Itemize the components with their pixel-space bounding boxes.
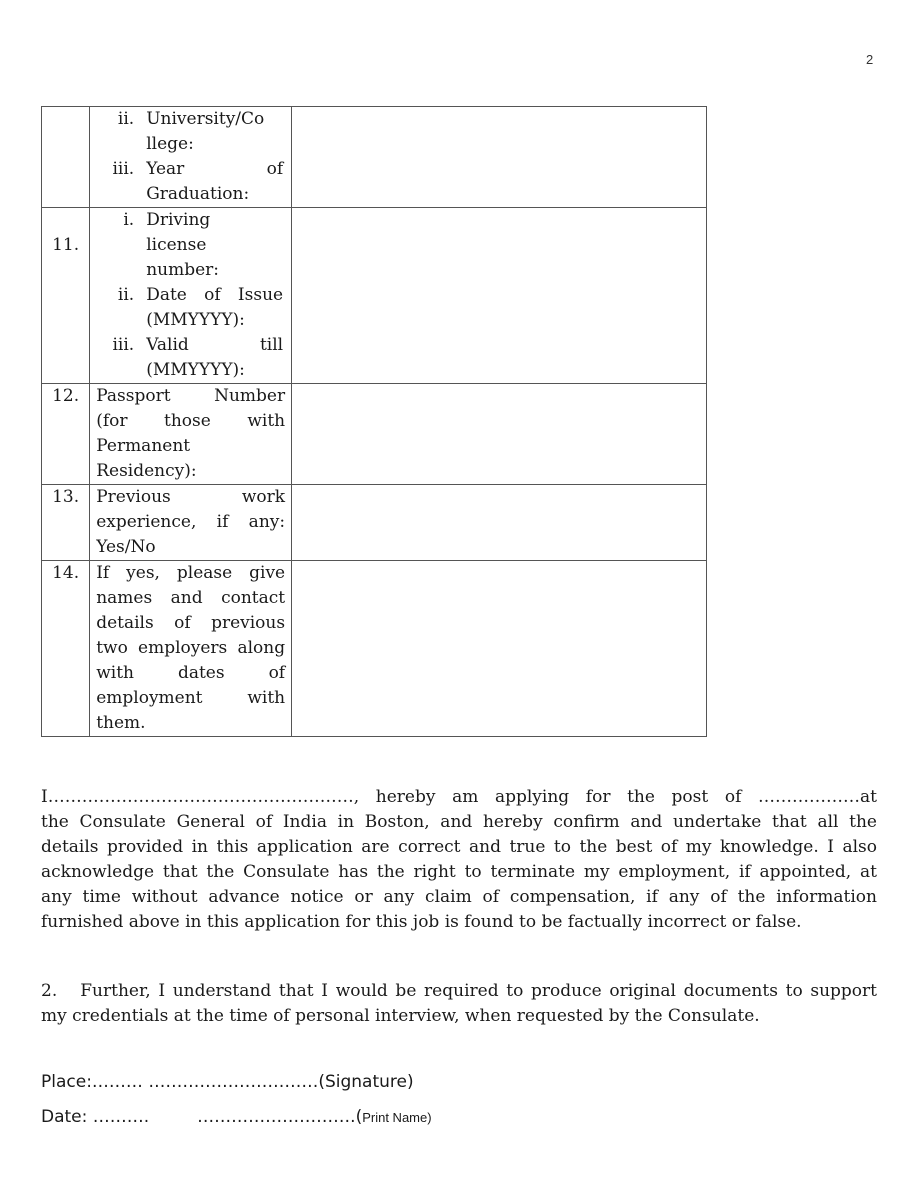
declaration-paragraph bbox=[41, 785, 877, 935]
date-label: Date: ………. bbox=[41, 1107, 150, 1127]
answer-field-passport-number[interactable] bbox=[292, 384, 707, 485]
label-line: names and contact bbox=[96, 588, 286, 608]
row-number: 14. bbox=[52, 563, 80, 583]
declaration-line: details provided in this application are correct and true to the best of my knowledge. I also bbox=[41, 837, 877, 857]
sub-item bbox=[96, 208, 285, 283]
sub-item-number: iii. bbox=[112, 335, 135, 355]
declaration-line: I………………………………………………, hereby am applying for the post of ………………at bbox=[41, 787, 877, 807]
application-form-table bbox=[41, 106, 707, 737]
declaration-line: furnished above in this application for this job is found to be factually incorrect or false. bbox=[41, 912, 802, 932]
sub-item-text bbox=[146, 333, 285, 383]
print-name-label: Print Name) bbox=[362, 1110, 432, 1125]
sub-item-number: i. bbox=[123, 210, 135, 230]
label-line: Yes/No bbox=[96, 537, 156, 557]
row-number: 12. bbox=[52, 386, 80, 406]
declaration-line: any time without advance notice or any claim of compensation, if any of the information bbox=[41, 887, 877, 907]
label-line: employment with bbox=[96, 688, 286, 708]
label-line: details of previous bbox=[96, 613, 286, 633]
page-number: 2 bbox=[866, 52, 874, 67]
label-line: Graduation: bbox=[146, 184, 250, 204]
label-line: (for those with bbox=[96, 411, 286, 431]
table-row-13 bbox=[42, 485, 707, 561]
declaration-line: the Consulate General of India in Boston, and hereby confirm and undertake that all the bbox=[41, 812, 877, 832]
sub-item-number: ii. bbox=[117, 109, 135, 129]
label-line: Year of bbox=[146, 159, 284, 179]
sub-item-text bbox=[146, 157, 285, 207]
answer-field-previous-experience[interactable] bbox=[292, 485, 707, 561]
label-line: If yes, please give bbox=[96, 563, 286, 583]
label-line: them. bbox=[96, 713, 146, 733]
sub-item-text bbox=[146, 107, 285, 157]
print-name-dots: ……………………….( bbox=[197, 1107, 363, 1127]
row-number-cell bbox=[42, 208, 90, 384]
row-label-cell bbox=[90, 107, 292, 208]
further-paragraph bbox=[41, 979, 877, 1029]
label-line: with dates of bbox=[96, 663, 286, 683]
label-line: Valid till bbox=[146, 335, 284, 355]
row-label-cell bbox=[90, 485, 292, 561]
label-line: (MMYYYY): bbox=[146, 360, 245, 380]
place-signature-line: Place:……… …………………………(Signature) bbox=[41, 1072, 414, 1092]
row-number-cell bbox=[42, 485, 90, 561]
row-number-cell bbox=[42, 561, 90, 737]
label-line: llege: bbox=[146, 134, 194, 154]
label-line: Driving bbox=[146, 210, 211, 230]
label-line: Date of Issue bbox=[146, 285, 284, 305]
row-number: 13. bbox=[52, 487, 80, 507]
row-number-cell bbox=[42, 384, 90, 485]
label-line: University/Co bbox=[146, 109, 265, 129]
label-line: two employers along bbox=[96, 638, 286, 658]
answer-field-driving-license[interactable] bbox=[292, 208, 707, 384]
sub-item bbox=[96, 157, 285, 207]
sub-item-number: iii. bbox=[112, 159, 135, 179]
row-label-cell bbox=[90, 208, 292, 384]
sub-item-text bbox=[146, 283, 285, 333]
further-line: 2. Further, I understand that I would be required to produce original documents to support bbox=[41, 981, 877, 1001]
table-row-10-continued bbox=[42, 107, 707, 208]
sub-item bbox=[96, 107, 285, 157]
table-row-11 bbox=[42, 208, 707, 384]
label-line: Previous work bbox=[96, 487, 286, 507]
row-label-cell bbox=[90, 384, 292, 485]
answer-field-university-year[interactable] bbox=[292, 107, 707, 208]
sub-item-text bbox=[146, 208, 285, 283]
label-line: Permanent bbox=[96, 436, 191, 456]
sub-item-number: ii. bbox=[117, 285, 135, 305]
sub-item bbox=[96, 333, 285, 383]
row-number: 11. bbox=[52, 235, 80, 255]
sub-item bbox=[96, 283, 285, 333]
label-line: (MMYYYY): bbox=[146, 310, 245, 330]
label-line: license bbox=[146, 235, 207, 255]
date-print-name-line bbox=[41, 1107, 432, 1127]
label-line: number: bbox=[146, 260, 220, 280]
row-label-cell bbox=[90, 561, 292, 737]
label-line: experience, if any: bbox=[96, 512, 286, 532]
table-row-12 bbox=[42, 384, 707, 485]
declaration-line: acknowledge that the Consulate has the right to terminate my employment, if appointed, at bbox=[41, 862, 877, 882]
table-row-14 bbox=[42, 561, 707, 737]
row-number-cell bbox=[42, 107, 90, 208]
label-line: Residency): bbox=[96, 461, 197, 481]
answer-field-previous-employers[interactable] bbox=[292, 561, 707, 737]
label-line: Passport Number bbox=[96, 386, 286, 406]
further-line: my credentials at the time of personal interview, when requested by the Consulate. bbox=[41, 1006, 760, 1026]
